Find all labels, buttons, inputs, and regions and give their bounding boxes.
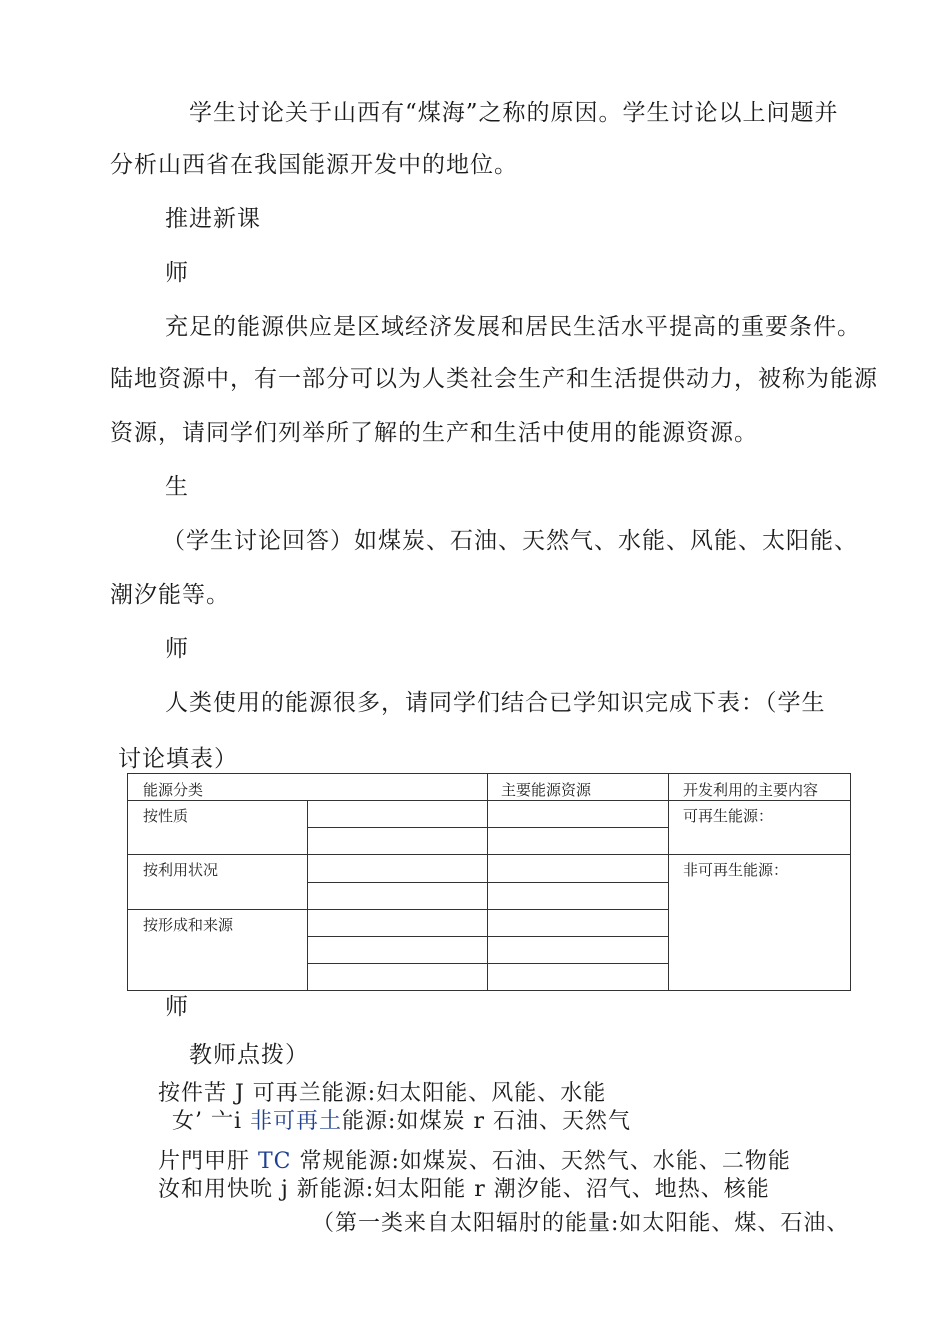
table-note: 可再生能源：	[683, 807, 774, 825]
paragraph: 充足的能源供应是区域经济发展和居民生活水平提高的重要条件。	[165, 314, 861, 340]
paragraph: 教师点拨）	[189, 1042, 309, 1068]
speaker-label: 师	[165, 260, 189, 286]
table-header: 主要能源资源	[501, 781, 592, 799]
section-heading: 推进新课	[165, 206, 261, 232]
note-line: 片門甲肝 TC 常规能源:如煤炭、石油、天然气、水能、二物能	[158, 1149, 791, 1174]
speaker-label: 师	[165, 636, 189, 662]
paragraph: 资源，请同学们列举所了解的生产和生活中使用的能源资源。	[110, 420, 758, 446]
note-line: 按件苦 J 可再兰能源:妇太阳能、风能、水能	[158, 1081, 607, 1106]
note-line: 汝和用快吮 j 新能源:妇太阳能 r 潮汐能、沼气、地热、核能	[158, 1177, 770, 1202]
note-line: 女’ 亠i 非可再土能源:如煤炭 r 石油、天然气	[172, 1109, 631, 1134]
table-header: 开发利用的主要内容	[683, 781, 819, 799]
table-row-label: 按形成和来源	[143, 916, 234, 934]
energy-classification-table	[127, 773, 851, 991]
paragraph: 讨论填表）	[118, 746, 238, 772]
table-note: 非可再生能源：	[683, 861, 789, 879]
paragraph: 潮汐能等。	[110, 582, 230, 608]
speaker-label: 生	[165, 474, 189, 500]
table-header: 能源分类	[143, 781, 204, 799]
note-line: （第一类来自太阳辐肘的能量:如太阳能、煤、石油、	[312, 1211, 850, 1236]
paragraph: 分析山西省在我国能源开发中的地位。	[110, 152, 518, 178]
speaker-label: 师	[165, 994, 189, 1020]
paragraph: 人类使用的能源很多，请同学们结合已学知识完成下表：（学生	[165, 690, 826, 716]
table-row-label: 按性质	[143, 807, 189, 825]
paragraph: 陆地资源中，有一部分可以为人类社会生产和生活提供动力，被称为能源	[110, 366, 878, 392]
table-row-label: 按利用状况	[143, 861, 219, 879]
paragraph: 学生讨论关于山西有“煤海”之称的原因。学生讨论以上问题并	[189, 100, 839, 126]
paragraph: （学生讨论回答）如煤炭、石油、天然气、水能、风能、太阳能、	[162, 528, 858, 554]
